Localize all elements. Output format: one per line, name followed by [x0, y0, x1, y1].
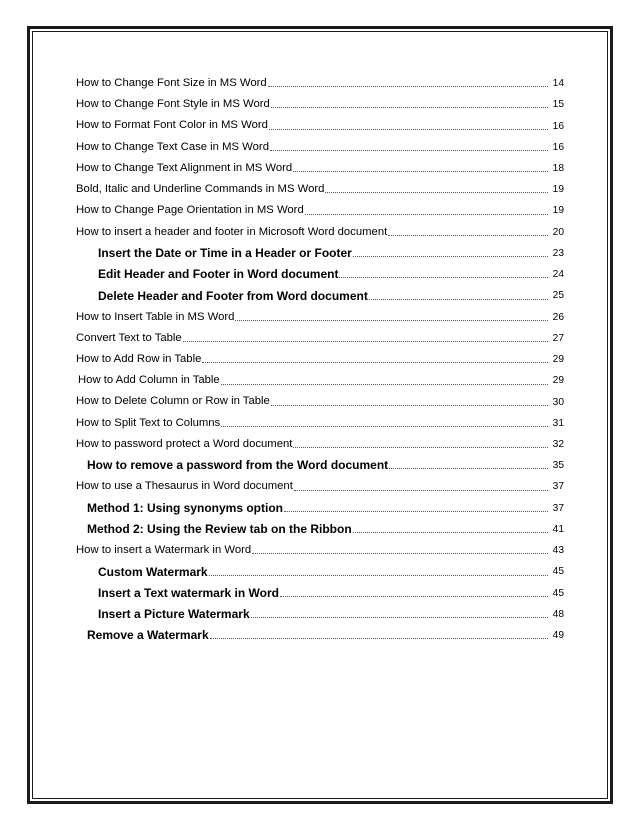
dot-leader	[293, 446, 548, 448]
toc-entry[interactable]	[76, 559, 564, 580]
toc-entry[interactable]	[76, 326, 564, 347]
toc-entry-title: Insert the Date or Time in a Header or Footer	[98, 246, 352, 261]
toc-entry-title: How to Change Text Alignment in MS Word	[76, 161, 293, 174]
dot-leader	[325, 191, 548, 193]
toc-entry-page-number: 19	[552, 184, 564, 196]
toc-entry-page-number: 25	[552, 290, 564, 302]
toc-entry-title: How to Format Font Color in MS Word	[76, 119, 268, 132]
toc-entry[interactable]	[76, 347, 564, 368]
toc-entry-page-number: 45	[552, 566, 564, 578]
dot-leader	[235, 319, 548, 321]
toc-entry[interactable]	[76, 262, 564, 283]
toc-entry[interactable]	[76, 305, 564, 326]
toc-entry-title: How to Change Font Size in MS Word	[76, 76, 267, 89]
toc-entry[interactable]	[76, 283, 564, 304]
dot-leader	[269, 128, 548, 130]
toc-entry-title: How to insert a Watermark in Word	[76, 544, 252, 557]
toc-entry-page-number: 43	[552, 545, 564, 557]
dot-leader	[268, 85, 548, 87]
toc-entry-title: How to Change Page Orientation in MS Word	[76, 204, 304, 217]
toc-entry-page-number: 16	[552, 141, 564, 153]
toc-entry-title: Edit Header and Footer in Word document	[98, 267, 339, 282]
dot-leader	[353, 255, 548, 257]
dot-leader	[221, 383, 548, 385]
toc-entry-title: How to Split Text to Columns	[76, 416, 221, 429]
toc-entry-page-number: 37	[552, 481, 564, 493]
toc-entry-page-number: 19	[552, 205, 564, 217]
toc-entry-title: How to Delete Column or Row in Table	[76, 395, 270, 408]
toc-entry[interactable]	[76, 113, 564, 134]
toc-entry-title: How to Change Text Case in MS Word	[76, 140, 269, 153]
toc-entry[interactable]	[76, 538, 564, 559]
toc-entry-page-number: 45	[552, 587, 564, 599]
toc-entry-title: How to password protect a Word document	[76, 437, 293, 450]
toc-entry-page-number: 32	[552, 439, 564, 451]
toc-entry-title: Remove a Watermark	[87, 628, 209, 643]
toc-entry-title: Custom Watermark	[98, 564, 208, 579]
dot-leader	[210, 637, 548, 639]
toc-entry-title: How to Add Row in Table	[76, 352, 202, 365]
dot-leader	[284, 510, 548, 512]
toc-entry[interactable]	[76, 517, 564, 538]
toc-entry-page-number: 18	[552, 162, 564, 174]
toc-entry-title: Convert Text to Table	[76, 331, 182, 344]
dot-leader	[251, 616, 548, 618]
toc-entry-page-number: 41	[552, 523, 564, 535]
toc-entry[interactable]	[76, 177, 564, 198]
toc-entry[interactable]	[76, 156, 564, 177]
toc-entry-title: How to insert a header and footer in Microsoft Word document	[76, 225, 388, 238]
toc-entry-page-number: 15	[552, 99, 564, 111]
toc-entry[interactable]	[76, 453, 564, 474]
toc-entry-page-number: 30	[552, 396, 564, 408]
toc-entry[interactable]	[76, 71, 564, 92]
toc-entry[interactable]	[76, 198, 564, 219]
dot-leader	[202, 361, 548, 363]
toc-entry-title: Method 1: Using synonyms option	[87, 500, 284, 515]
toc-entry[interactable]	[76, 241, 564, 262]
toc-entry-title: Delete Header and Footer from Word document	[98, 288, 368, 303]
toc-entry[interactable]	[76, 368, 564, 389]
toc-entry[interactable]	[76, 474, 564, 495]
toc-entry-title: Insert a Text watermark in Word	[98, 585, 279, 600]
toc-entry-title: How to Add Column in Table	[78, 374, 220, 387]
toc-entry-page-number: 29	[552, 375, 564, 387]
toc-entry-title: How to Change Font Style in MS Word	[76, 98, 270, 111]
toc-entry-title: How to Insert Table in MS Word	[76, 310, 235, 323]
toc-entry-page-number: 29	[552, 354, 564, 366]
toc-entry-page-number: 31	[552, 417, 564, 429]
dot-leader	[369, 298, 548, 300]
toc-entry-page-number: 48	[552, 608, 564, 620]
dot-leader	[353, 531, 548, 533]
dot-leader	[389, 467, 548, 469]
dot-leader	[209, 574, 548, 576]
toc-entry-title: How to use a Thesaurus in Word document	[76, 480, 293, 493]
toc-entry-title: Insert a Picture Watermark	[98, 607, 250, 622]
toc-entry-page-number: 35	[552, 460, 564, 472]
toc-entry[interactable]	[76, 92, 564, 113]
toc-entry-page-number: 49	[552, 630, 564, 642]
toc-entry[interactable]	[76, 390, 564, 411]
toc-entry-page-number: 20	[552, 226, 564, 238]
toc-entry-page-number: 27	[552, 332, 564, 344]
toc-entry-page-number: 23	[552, 247, 564, 259]
dot-leader	[339, 276, 548, 278]
toc-entry-title: Bold, Italic and Underline Commands in MS Word	[76, 183, 325, 196]
dot-leader	[293, 170, 548, 172]
toc-entry-title: How to remove a password from the Word document	[87, 458, 389, 473]
dot-leader	[388, 234, 548, 236]
dot-leader	[305, 213, 548, 215]
dot-leader	[294, 489, 548, 491]
table-of-contents	[76, 71, 564, 644]
dot-leader	[271, 404, 548, 406]
toc-entry[interactable]	[76, 496, 564, 517]
dot-leader	[280, 595, 548, 597]
dot-leader	[252, 552, 548, 554]
toc-entry-page-number: 26	[552, 311, 564, 323]
dot-leader	[183, 340, 548, 342]
toc-entry[interactable]	[76, 623, 564, 644]
toc-entry-page-number: 37	[552, 502, 564, 514]
dot-leader	[271, 106, 548, 108]
toc-entry-page-number: 16	[552, 120, 564, 132]
toc-entry[interactable]	[76, 602, 564, 623]
toc-entry[interactable]	[76, 135, 564, 156]
dot-leader	[270, 149, 548, 151]
toc-entry[interactable]	[76, 581, 564, 602]
dot-leader	[221, 425, 548, 427]
toc-entry-page-number: 14	[552, 78, 564, 90]
toc-entry[interactable]	[76, 220, 564, 241]
toc-entry[interactable]	[76, 411, 564, 432]
toc-entry-title: Method 2: Using the Review tab on the Ribbon	[87, 522, 352, 537]
toc-entry-page-number: 24	[552, 269, 564, 281]
toc-entry[interactable]	[76, 432, 564, 453]
